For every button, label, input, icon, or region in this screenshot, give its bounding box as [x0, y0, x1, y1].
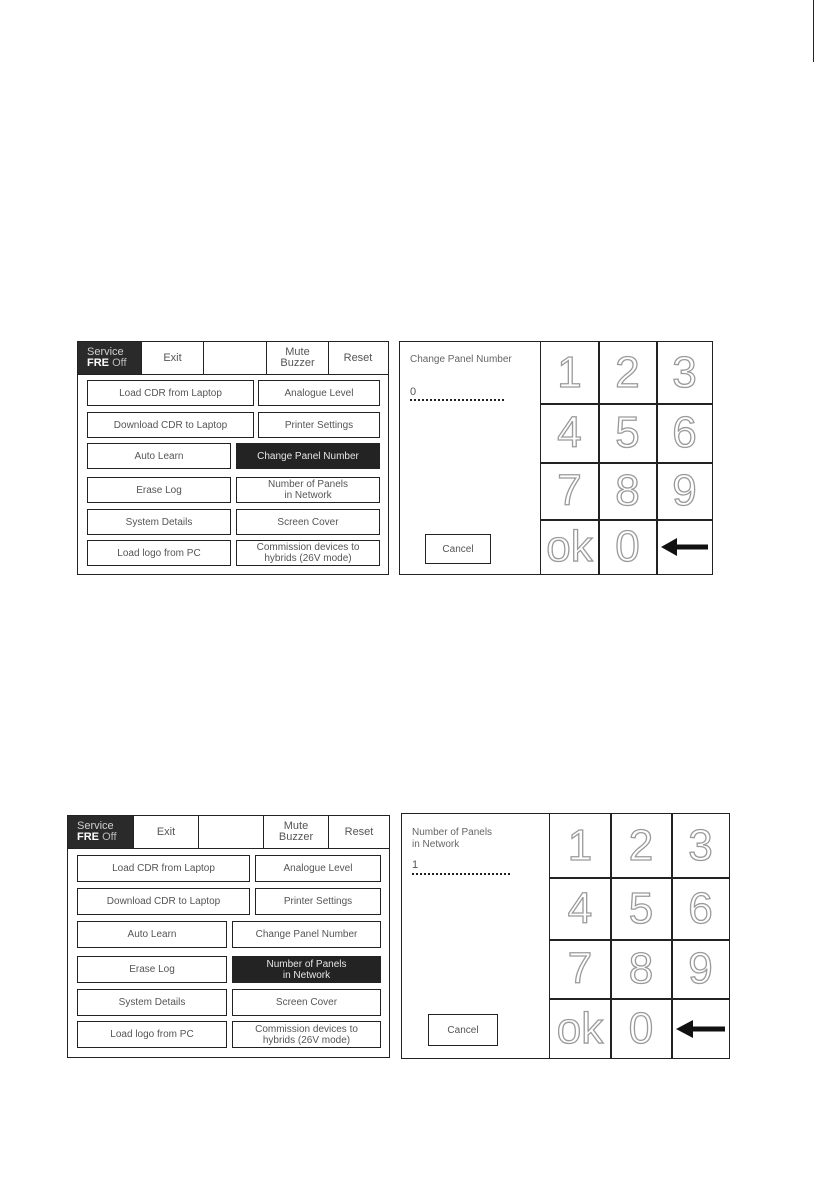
download-cdr-to-laptop-button[interactable]: Download CDR to Laptop — [87, 412, 254, 438]
reset-button[interactable]: Reset — [344, 825, 374, 838]
key-6[interactable]: 6 — [688, 883, 713, 933]
screen-cover-button[interactable]: Screen Cover — [236, 509, 380, 535]
key-9[interactable]: 9 — [672, 466, 697, 515]
auto-learn-button[interactable]: Auto Learn — [87, 443, 231, 469]
key-7[interactable]: 7 — [557, 466, 582, 515]
key-4[interactable]: 4 — [557, 408, 582, 457]
key-8[interactable]: 8 — [628, 944, 654, 993]
download-cdr-to-laptop-button[interactable]: Download CDR to Laptop — [77, 888, 250, 915]
fre-label: FRE — [77, 831, 99, 843]
key-2[interactable]: 2 — [615, 347, 640, 397]
blank-top-button[interactable] — [204, 342, 267, 374]
erase-log-button[interactable]: Erase Log — [77, 956, 227, 983]
entry-underline — [412, 873, 510, 875]
key-ok[interactable]: ok — [546, 522, 593, 571]
load-logo-from-pc-button[interactable]: Load logo from PC — [87, 540, 231, 566]
fre-label: FRE — [87, 357, 109, 369]
key-5[interactable]: 5 — [615, 408, 640, 457]
exit-button[interactable]: Exit — [134, 816, 199, 848]
entry-prompt: Change Panel Number — [410, 354, 512, 365]
cancel-button[interactable]: Cancel — [425, 534, 491, 564]
mute-buzzer-button[interactable]: Mute Buzzer — [267, 342, 329, 374]
cancel-button[interactable]: Cancel — [428, 1014, 498, 1046]
service-fre-off-button[interactable] — [68, 816, 134, 848]
exit-button[interactable]: Exit — [142, 342, 204, 374]
menu-top-bar — [78, 342, 388, 375]
printer-settings-button[interactable]: Printer Settings — [255, 888, 381, 915]
service-fre-off-button[interactable] — [78, 342, 142, 374]
backspace-key[interactable] — [657, 520, 712, 574]
key-3[interactable]: 3 — [688, 820, 713, 870]
key-1[interactable]: 1 — [557, 347, 582, 397]
change-panel-number-button[interactable]: Change Panel Number — [232, 921, 381, 948]
auto-learn-button[interactable]: Auto Learn — [77, 921, 227, 948]
left-arrow-icon — [676, 1019, 726, 1039]
key-0[interactable]: 0 — [615, 522, 640, 571]
key-9[interactable]: 9 — [688, 944, 713, 993]
system-details-button[interactable]: System Details — [87, 509, 231, 535]
key-8[interactable]: 8 — [615, 466, 640, 515]
commission-devices-button[interactable]: Commission devices to hybrids (26V mode) — [232, 1021, 381, 1048]
reset-button[interactable]: Reset — [343, 351, 373, 364]
entry-value[interactable]: 0 — [410, 386, 417, 398]
key-3[interactable]: 3 — [672, 347, 697, 397]
printer-settings-button[interactable]: Printer Settings — [258, 412, 380, 438]
screen-cover-button[interactable]: Screen Cover — [232, 989, 381, 1016]
load-cdr-from-laptop-button[interactable]: Load CDR from Laptop — [77, 855, 250, 882]
change-panel-number-button[interactable]: Change Panel Number — [236, 443, 380, 469]
key-0[interactable]: 0 — [628, 1003, 654, 1053]
page-binding-line — [813, 0, 814, 62]
off-label: Off — [102, 831, 117, 843]
key-6[interactable]: 6 — [672, 408, 697, 457]
menu-top-bar — [68, 816, 389, 849]
off-label: Off — [112, 357, 127, 369]
keypad-screen-2 — [401, 813, 730, 1059]
analogue-level-button[interactable]: Analogue Level — [258, 380, 380, 406]
mute-buzzer-button[interactable]: Mute Buzzer — [264, 816, 329, 848]
erase-log-button[interactable]: Erase Log — [87, 477, 231, 503]
keypad-screen-1 — [399, 341, 713, 575]
entry-value[interactable]: 1 — [412, 859, 419, 871]
left-arrow-icon — [661, 537, 709, 557]
service-label: Service — [77, 820, 114, 832]
key-ok[interactable]: ok — [556, 1003, 604, 1053]
key-1[interactable]: 1 — [567, 820, 593, 870]
load-logo-from-pc-button[interactable]: Load logo from PC — [77, 1021, 227, 1048]
system-details-button[interactable]: System Details — [77, 989, 227, 1016]
number-of-panels-button[interactable]: Number of Panels in Network — [232, 956, 381, 983]
key-7[interactable]: 7 — [567, 944, 593, 993]
key-2[interactable]: 2 — [628, 820, 654, 870]
service-label: Service — [87, 346, 124, 358]
blank-top-button[interactable] — [199, 816, 264, 848]
service-menu-screen-1 — [77, 341, 389, 575]
backspace-key[interactable] — [672, 999, 729, 1058]
number-of-panels-button[interactable]: Number of Panels in Network — [236, 477, 380, 503]
load-cdr-from-laptop-button[interactable]: Load CDR from Laptop — [87, 380, 254, 406]
entry-prompt: Number of Panels in Network — [412, 827, 493, 850]
commission-devices-button[interactable]: Commission devices to hybrids (26V mode) — [236, 540, 380, 566]
key-5[interactable]: 5 — [628, 883, 654, 933]
entry-underline — [410, 399, 504, 401]
service-menu-screen-2 — [67, 815, 390, 1058]
analogue-level-button[interactable]: Analogue Level — [255, 855, 381, 882]
key-4[interactable]: 4 — [567, 883, 593, 933]
